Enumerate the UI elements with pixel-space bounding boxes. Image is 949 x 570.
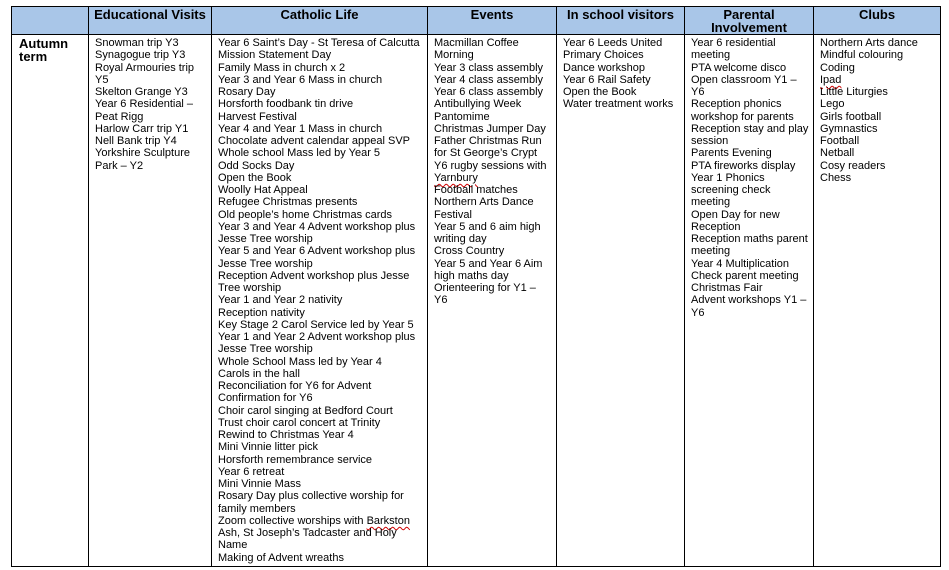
- list-item: Year 6 class assembly: [434, 86, 544, 98]
- list-item: Cosy readers: [820, 159, 886, 172]
- list-item: Year 6 Saint’s Day - St Teresa of Calcutta: [218, 37, 420, 49]
- cell-events: [428, 35, 557, 567]
- list-item: Year 4 Multiplication Check parent meeting: [691, 257, 799, 282]
- list-item: Year 1 Phonics screening check meeting: [691, 171, 771, 209]
- list-item: Northern Arts Dance Festival: [434, 196, 534, 221]
- list-item: Football matches: [434, 184, 518, 196]
- list-item: Dance workshop: [563, 61, 645, 74]
- list-item: Year 6 Leeds United: [563, 37, 663, 49]
- list-item: Key Stage 2 Carol Service led by Year 5: [218, 318, 414, 331]
- list-item: Football: [820, 135, 860, 147]
- list-item: Choir carol singing at Bedford Court: [218, 404, 393, 417]
- list-item: Refugee Christmas presents: [218, 196, 358, 209]
- list-item: Nell Bank trip Y4: [95, 135, 177, 147]
- list-item: Open Day for new Reception: [691, 208, 780, 233]
- list-item: Year 3 and Year 4 Advent workshop plus Jesse Tree worship: [218, 220, 416, 245]
- header-clubs: Clubs: [814, 7, 941, 35]
- list-item: Year 6 residential meeting: [691, 37, 776, 62]
- list-item: Reconciliation for Y6 for Advent: [218, 380, 372, 392]
- list-item: Harvest Festival: [218, 110, 297, 123]
- list-item: Girls football: [820, 110, 882, 123]
- header-parental-involvement: Parental Involvement: [685, 7, 814, 35]
- list-item: Gymnastics: [820, 122, 878, 135]
- list-item: Water treatment works: [563, 98, 674, 111]
- list-item: Reception Advent workshop plus Jesse Tree worship: [218, 269, 410, 294]
- list-item: Synagogue trip Y3: [95, 49, 186, 62]
- list-item: Chocolate advent calendar appeal SVP: [218, 135, 411, 147]
- row-label-autumn-term: Autumn term: [12, 35, 89, 567]
- list-item: Advent workshops Y1 – Y6: [691, 294, 807, 319]
- list-item: Woolly Hat Appeal: [218, 184, 308, 196]
- header-events: Events: [428, 7, 557, 35]
- list-item: Netball: [820, 147, 855, 160]
- list-item: Whole school Mass led by Year 5: [218, 147, 381, 160]
- list-item: Horsforth foodbank tin drive: [218, 98, 354, 111]
- list-item: Pantomime: [434, 110, 490, 123]
- cell-clubs: [814, 35, 941, 567]
- list-item: Open classroom Y1 – Y6: [691, 73, 797, 98]
- list-item: Ipad: [820, 73, 842, 86]
- list-item: Reception maths parent meeting: [691, 233, 808, 258]
- list-item: Y6 rugby sessions with Yarnbury: [434, 159, 547, 184]
- table-row-autumn: [12, 35, 941, 567]
- list-item: Royal Armouries trip Y5: [95, 61, 195, 86]
- list-item: Skelton Grange Y3: [95, 86, 188, 98]
- header-educational-visits: Educational Visits: [89, 7, 212, 35]
- list-item: Snowman trip Y3: [95, 37, 179, 49]
- cell-educational-visits: [89, 35, 212, 567]
- header-row: [12, 7, 941, 35]
- list-item: Zoom collective worships with Barkston Ash, St Joseph’s Tadcaster and Holy Name: [218, 514, 410, 552]
- list-item: Year 5 and Year 6 Aim high maths day: [434, 257, 543, 282]
- list-item: Mini Vinnie Mass: [218, 478, 301, 490]
- activities-table: [11, 6, 941, 567]
- list-item: Open the Book: [563, 86, 637, 98]
- cell-parental-involvement: [685, 35, 814, 567]
- list-item: Father Christmas Run for St George’s Crypt: [434, 135, 542, 160]
- list-item: Northern Arts dance: [820, 37, 918, 49]
- list-item: Trust choir carol concert at Trinity: [218, 416, 381, 429]
- list-item: Mission Statement Day: [218, 49, 332, 62]
- list-item: Christmas Fair: [691, 282, 763, 294]
- list-item: Year 4 class assembly: [434, 73, 544, 86]
- cell-catholic-life: [212, 35, 428, 567]
- list-item: Year 6 Residential – Peat Rigg: [95, 98, 194, 123]
- cell-in-school-visitors: [557, 35, 685, 567]
- header-in-school-visitors: In school visitors: [557, 7, 685, 35]
- list-item: Year 3 and Year 6 Mass in church: [218, 73, 383, 86]
- list-item: Parents Evening: [691, 147, 772, 160]
- list-item: Year 6 retreat: [218, 465, 285, 478]
- list-item: Mindful colouring: [820, 49, 904, 62]
- list-item: Chess: [820, 171, 852, 184]
- list-item: Carols in the hall: [218, 367, 300, 380]
- list-item: Reception nativity: [218, 306, 305, 319]
- list-item: Harlow Carr trip Y1: [95, 122, 189, 135]
- list-item: Odd Socks Day: [218, 159, 295, 172]
- list-item: Year 1 and Year 2 Advent workshop plus Jesse Tree worship: [218, 331, 416, 356]
- list-item: Yorkshire Sculpture Park – Y2: [95, 147, 190, 172]
- list-item: Little Liturgies: [820, 86, 888, 98]
- list-item: Orienteering for Y1 – Y6: [434, 282, 536, 307]
- list-item: Year 3 class assembly: [434, 61, 544, 74]
- list-item: Rewind to Christmas Year 4: [218, 429, 354, 441]
- list-item: Year 6 Rail Safety: [563, 73, 651, 86]
- list-item: Making of Advent wreaths: [218, 551, 344, 564]
- list-item: Cross Country: [434, 245, 505, 258]
- list-item: Year 1 and Year 2 nativity: [218, 294, 343, 307]
- list-item: Open the Book: [218, 171, 292, 184]
- list-item: PTA welcome disco: [691, 61, 787, 74]
- list-item: Year 4 and Year 1 Mass in church: [218, 122, 383, 135]
- list-item: Coding: [820, 61, 855, 74]
- list-item: Macmillan Coffee Morning: [434, 37, 519, 62]
- list-item: Family Mass in church x 2: [218, 61, 346, 74]
- list-item: Mini Vinnie litter pick: [218, 441, 319, 454]
- list-item: Reception stay and play session: [691, 122, 809, 147]
- list-item: Horsforth remembrance service: [218, 453, 373, 466]
- header-blank: [12, 7, 89, 35]
- list-item: PTA fireworks display: [691, 159, 796, 172]
- list-item: Year 5 and Year 6 Advent workshop plus Jesse Tree worship: [218, 245, 416, 270]
- list-item: Old people’s home Christmas cards: [218, 208, 393, 221]
- list-item: Rosary Day plus collective worship for family members: [218, 490, 404, 515]
- list-item: Year 5 and 6 aim high writing day: [434, 220, 541, 245]
- list-item: Whole School Mass led by Year 4: [218, 355, 382, 368]
- list-item: Primary Choices: [563, 49, 644, 62]
- list-item: Reception phonics workshop for parents: [691, 98, 794, 123]
- list-item: Antibullying Week: [434, 98, 522, 111]
- list-item: Lego: [820, 98, 845, 111]
- list-item: Rosary Day: [218, 86, 276, 98]
- header-catholic-life: Catholic Life: [212, 7, 428, 35]
- list-item: Confirmation for Y6: [218, 392, 313, 405]
- list-item: Christmas Jumper Day: [434, 122, 546, 135]
